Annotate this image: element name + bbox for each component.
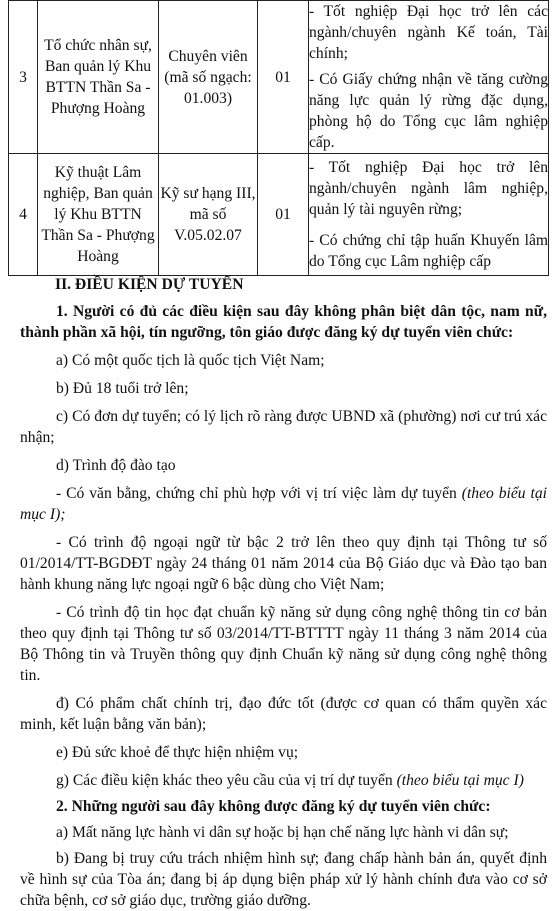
requirement-item: - Tốt nghiệp Đại học trở lên ngành/chuyên ngành lâm nghiệp, quản lý tài nguyên rừng; [309, 159, 548, 218]
requirement-item: - Tốt nghiệp Đại học trở lên các ngành/chuyên ngành Kế toán, Tài chính; [309, 3, 548, 62]
table-row [9, 154, 549, 276]
condition-dd: đ) Có phẩm chất chính trị, đạo đức tốt (được cơ quan có thẩm quyền xác minh, kết luận bằng văn bản); [20, 695, 547, 733]
subsection-heading-eligible: 1. Người có đủ các điều kiện sau đây không phân biệt dân tộc, nam nữ, thành phần xã hội, tín ngưỡng, tôn giáo được đăng ký dự tuyển viên chức: [20, 303, 547, 341]
requirements-cell [309, 154, 549, 276]
condition-e: e) Đủ sức khoẻ để thực hiện nhiệm vụ; [56, 744, 299, 761]
rank-cell: Kỹ sư hạng III, mã số V.05.02.07 [159, 154, 258, 276]
ineligible-b: b) Đang bị truy cứu trách nhiệm hình sự; đang chấp hành bản án, quyết định về hình sự của Tòa án; đang bị áp dụng biện pháp xử lý hành chính đưa vào cơ sở chữa bệnh, cơ sở giáo dục, trường giáo dưỡng. [20, 850, 547, 909]
condition-d3: - Có trình độ tin học đạt chuẩn kỹ năng sử dụng công nghệ thông tin cơ bản theo quy định tại Thông tư số 03/2014/TT-BTTTT ngày 11 tháng 3 năm 2014 của Bộ Thông tin và Truyền thông quy định Chuẩn kỹ năng sử dụng công nghệ thông tin. [20, 604, 547, 684]
table-row [9, 1, 549, 154]
requirement-item: - Có Giấy chứng nhận về tăng cường năng lực quản lý rừng đặc dụng, phòng hộ do Tổng cục lâm nghiệp cấp. [309, 71, 548, 151]
condition-d: d) Trình độ đào tạo [56, 457, 176, 474]
quantity-cell: 01 [258, 154, 309, 276]
condition-g-text: g) Các điều kiện khác theo yêu cầu của vị trí dự tuyển [56, 772, 397, 789]
section-conditions [20, 274, 547, 911]
position-table [8, 0, 549, 276]
condition-d1 [20, 483, 547, 525]
condition-d1-text: - Có văn bằng, chứng chỉ phù hợp với vị trí việc làm dự tuyển [56, 485, 462, 502]
requirements-cell [309, 1, 549, 154]
condition-g-note: (theo biểu tại mục I) [396, 772, 524, 789]
condition-c: c) Có đơn dự tuyển; có lý lịch rõ ràng được UBND xã (phường) nơi cư trú xác nhận; [20, 408, 547, 446]
condition-g [20, 770, 547, 791]
ineligible-a: a) Mất năng lực hành vi dân sự hoặc bị hạn chế năng lực hành vi dân sự; [56, 824, 509, 841]
subsection-heading-ineligible: 2. Những người sau đây không được đăng ký dự tuyển viên chức: [56, 798, 491, 815]
condition-a: a) Có một quốc tịch là quốc tịch Việt Nam; [56, 352, 325, 369]
unit-cell: Kỹ thuật Lâm nghiệp, Ban quản lý Khu BTTN Thần Sa - Phượng Hoàng [38, 154, 159, 276]
unit-cell: Tổ chức nhân sự, Ban quản lý Khu BTTN Thần Sa - Phượng Hoàng [38, 1, 159, 154]
section-heading: II. ĐIỀU KIỆN DỰ TUYỂN [55, 276, 244, 293]
row-number: 3 [9, 1, 38, 154]
rank-cell: Chuyên viên (mã số ngạch: 01.003) [159, 1, 258, 154]
condition-d1-note: (theo biểu tại mục I); [20, 485, 547, 523]
requirement-item: - Có chứng chỉ tập huấn Khuyến lâm do Tổng cục Lâm nghiệp cấp [309, 232, 548, 270]
quantity-cell: 01 [258, 1, 309, 154]
condition-d2: - Có trình độ ngoại ngữ từ bậc 2 trở lên theo quy định tại Thông tư số 01/2014/TT-BGDĐT ngày 24 tháng 01 năm 2014 của Bộ Giáo dục và Đào tạo ban hành khung năng lực ngoại ngữ 6 bậc dùng cho Việt Nam; [20, 534, 547, 593]
row-number: 4 [9, 154, 38, 276]
condition-b: b) Đủ 18 tuổi trở lên; [56, 380, 189, 397]
